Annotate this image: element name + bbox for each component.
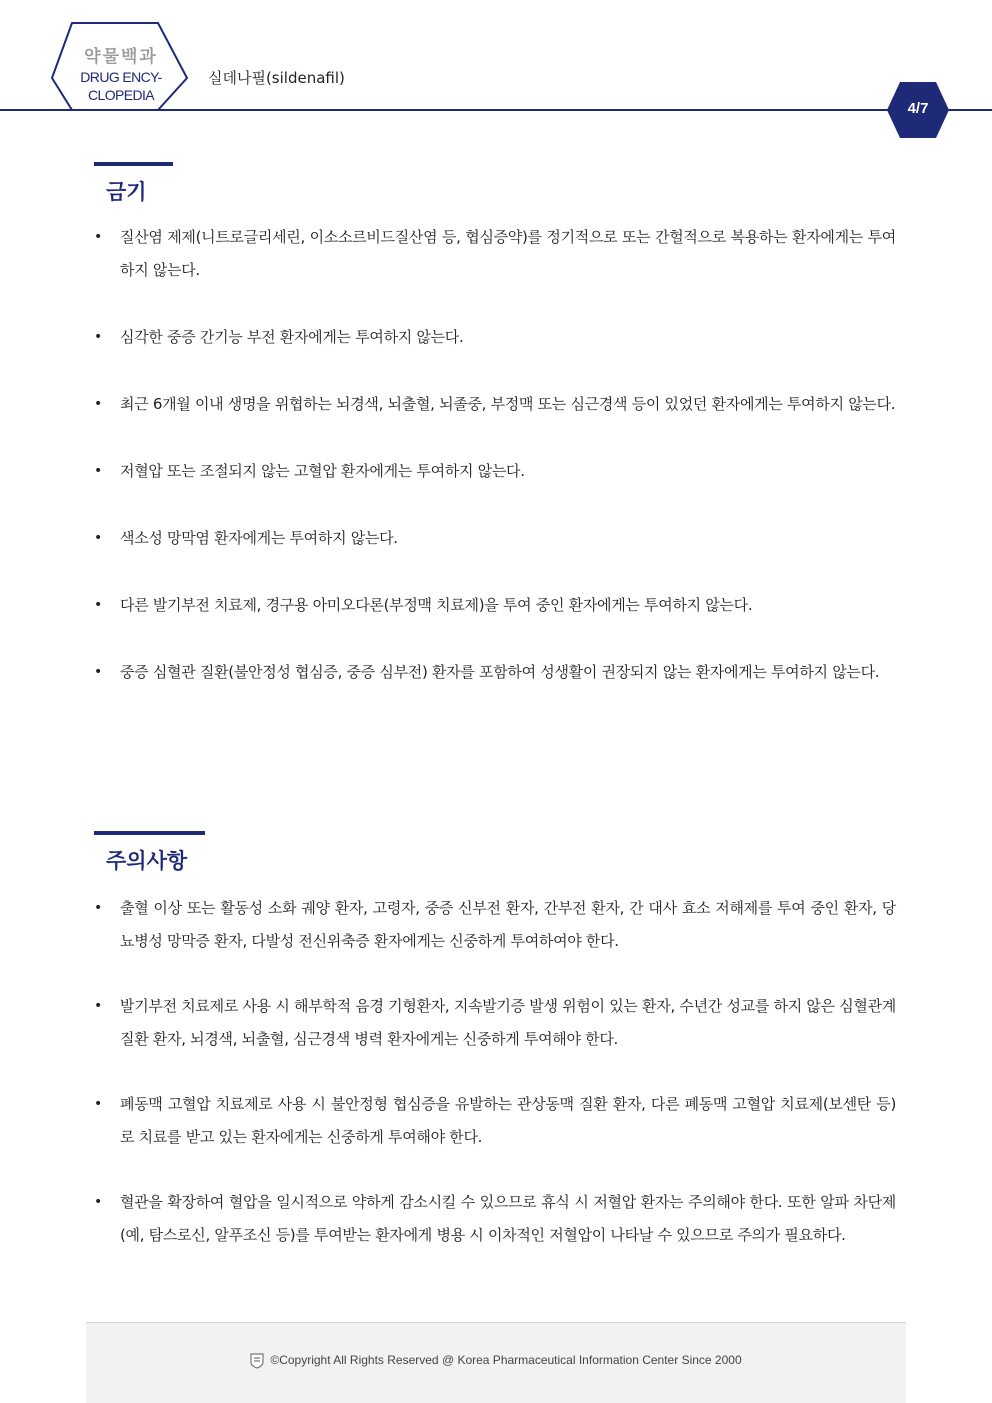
list-item <box>94 1088 900 1154</box>
item-list <box>94 221 900 689</box>
bullet-icon: • <box>94 900 102 916</box>
bullet-icon: • <box>94 1194 102 1210</box>
item-text: 혈관을 확장하여 혈압을 일시적으로 약하게 감소시킬 수 있으므로 휴식 시 저혈압 환자는 주의해야 한다. 또한 알파 차단제(예, 탐스로신, 알푸조신 등)를 투여받는 환자에게 병용 시 이차적인 저혈압이 나타날 수 있으므로 주의가 필요하다. <box>120 1193 896 1244</box>
bullet-icon: • <box>94 664 102 680</box>
bullet-icon: • <box>94 229 102 245</box>
logo-korean: 약물백과 <box>84 47 158 67</box>
list-item <box>94 321 900 354</box>
item-text: 질산염 제제(니트로글리세린, 이소소르비드질산염 등, 협심증약)를 정기적으로 또는 간헐적으로 복용하는 환자에게는 투여하지 않는다. <box>120 228 896 279</box>
list-item <box>94 1186 900 1252</box>
page-number: 4/7 <box>907 100 929 117</box>
bullet-icon: • <box>94 597 102 613</box>
footer-content <box>86 1353 906 1369</box>
item-text: 다른 발기부전 치료제, 경구용 아미오다론(부정맥 치료제)을 투여 중인 환자에게는 투여하지 않는다. <box>120 596 753 614</box>
section-heading: 주의사항 <box>106 849 188 873</box>
list-item <box>94 388 900 421</box>
section-bar <box>94 831 205 835</box>
logo-english-line1: DRUG ENCY- <box>80 69 162 85</box>
bullet-icon: • <box>94 1096 102 1112</box>
section-contraindications <box>94 162 900 689</box>
bullet-icon: • <box>94 530 102 546</box>
section-precautions <box>94 831 900 1252</box>
item-list <box>94 892 900 1252</box>
footer <box>86 1322 906 1403</box>
item-text: 발기부전 치료제로 사용 시 해부학적 음경 기형환자, 지속발기증 발생 위험이 있는 환자, 수년간 성교를 하지 않은 심혈관계 질환 환자, 뇌경색, 뇌출혈, 심근경색 병력 환자에게는 신중하게 투여해야 한다. <box>120 997 896 1048</box>
list-item <box>94 455 900 488</box>
bullet-icon: • <box>94 329 102 345</box>
crest-icon <box>250 1353 264 1369</box>
bullet-icon: • <box>94 463 102 479</box>
copyright-text: ©Copyright All Rights Reserved @ Korea Pharmaceutical Information Center Since 2000 <box>270 1353 742 1368</box>
item-text: 출혈 이상 또는 활동성 소화 궤양 환자, 고령자, 중증 신부전 환자, 간부전 환자, 간 대사 효소 저해제를 투여 중인 환자, 당뇨병성 망막증 환자, 다발성 전신위축증 환자에게는 신중하게 투여하여야 한다. <box>120 899 896 950</box>
list-item <box>94 892 900 958</box>
list-item <box>94 522 900 555</box>
logo-english-line2: CLOPEDIA <box>88 87 154 103</box>
item-text: 심각한 중증 간기능 부전 환자에게는 투여하지 않는다. <box>120 328 464 346</box>
list-item <box>94 221 900 287</box>
item-text: 중증 심혈관 질환(불안정성 협심증, 중증 심부전) 환자를 포함하여 성생활이 권장되지 않는 환자에게는 투여하지 않는다. <box>120 663 880 681</box>
item-text: 저혈압 또는 조절되지 않는 고혈압 환자에게는 투여하지 않는다. <box>120 462 525 480</box>
item-text: 색소성 망막염 환자에게는 투여하지 않는다. <box>120 529 398 547</box>
item-text: 최근 6개월 이내 생명을 위협하는 뇌경색, 뇌출혈, 뇌졸중, 부정맥 또는 심근경색 등이 있었던 환자에게는 투여하지 않는다. <box>120 395 896 413</box>
bullet-icon: • <box>94 396 102 412</box>
list-item <box>94 990 900 1056</box>
section-heading: 금기 <box>106 180 147 204</box>
section-bar <box>94 162 173 166</box>
list-item <box>94 589 900 622</box>
list-item <box>94 656 900 689</box>
logo-english <box>70 68 172 104</box>
document-title: 실데나필(sildenafil) <box>208 69 345 87</box>
bullet-icon: • <box>94 998 102 1014</box>
item-text: 폐동맥 고혈압 치료제로 사용 시 불안정형 협심증을 유발하는 관상동맥 질환 환자, 다른 폐동맥 고혈압 치료제(보센탄 등)로 치료를 받고 있는 환자에게는 신중하게 투여해야 한다. <box>120 1095 896 1146</box>
